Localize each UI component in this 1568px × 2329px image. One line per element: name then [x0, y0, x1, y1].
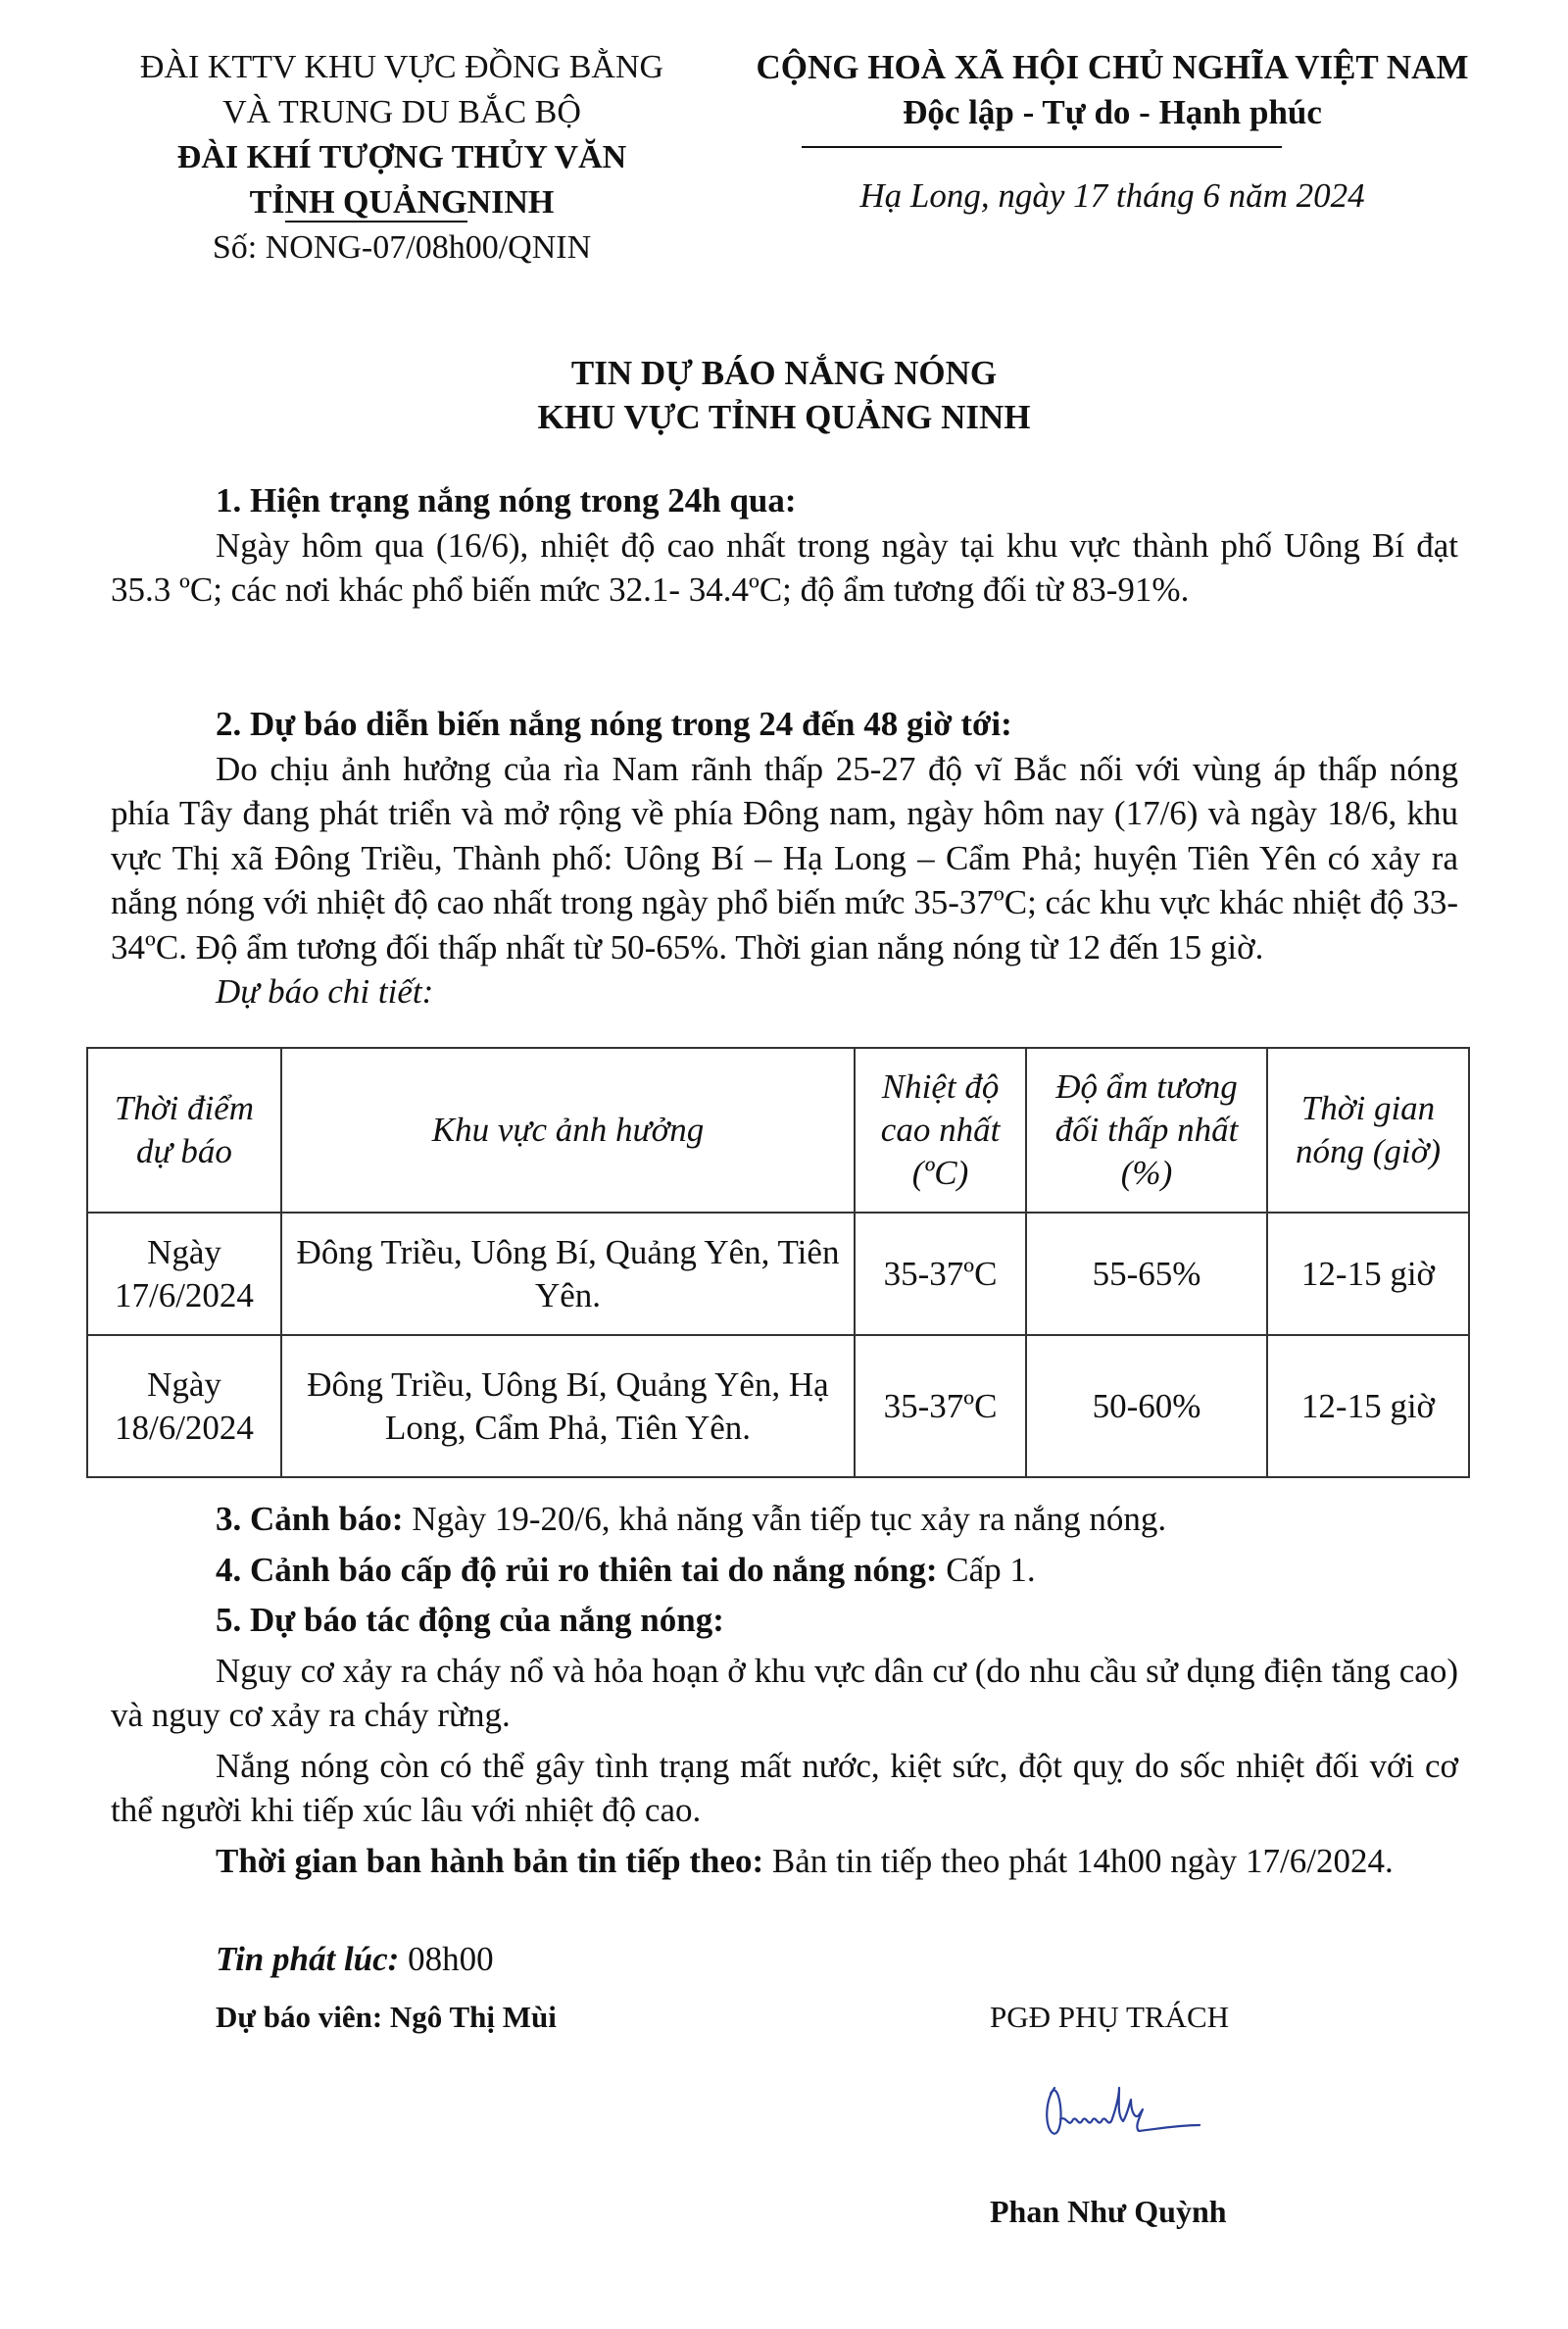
cell-date: [87, 1335, 281, 1477]
table-row: [87, 1335, 1469, 1477]
header-temp: [855, 1048, 1026, 1213]
document-title: [0, 351, 1568, 439]
section-3-text: Ngày 19-20/6, khả năng vẫn tiếp tục xảy ra nắng nóng.: [403, 1500, 1167, 1538]
section-5-para-2: Nắng nóng còn có thể gây tình trạng mất nước, kiệt sức, đột quỵ do sốc nhiệt đối với cơ thể người khi tiếp xúc lâu với nhiệt độ cao.: [111, 1746, 1458, 1829]
cell-date-text: Ngày 18/6/2024: [114, 1364, 254, 1447]
national-header: [710, 45, 1514, 135]
signer-title: PGĐ PHỤ TRÁCH: [990, 2000, 1230, 2034]
issued-label: Tin phát lúc:: [216, 1940, 400, 1978]
forecaster: Dự báo viên: Ngô Thị Mùi: [216, 2000, 557, 2034]
cell-humidity: 55-65%: [1026, 1213, 1267, 1335]
section-2-text: Do chịu ảnh hưởng của rìa Nam rãnh thấp 25-27 độ vĩ Bắc nối với vùng áp thấp nóng phía Tây đang phát triển và mở rộng về phía Đông nam, ngày hôm nay (17/6) và ngày 18/6, khu vực Thị xã Đông Triều, Thành phố: Uông Bí – Hạ Long – Cẩm Phả; huyện Tiên Yên có xảy ra nắng nóng với nhiệt độ cao nhất trong ngày phổ biến mức 35-37ºC; các khu vực khác nhiệt độ 33-34ºC. Độ ẩm tương đối thấp nhất từ 50-65%. Thời gian nắng nóng từ 12 đến 15 giờ.: [111, 749, 1458, 966]
section-4-label: 4. Cảnh báo cấp độ rủi ro thiên tai do nắng nóng:: [216, 1550, 938, 1589]
section-1-text: Ngày hôm qua (16/6), nhiệt độ cao nhất trong ngày tại khu vực thành phố Uông Bí đạt 35.3 ºC; các nơi khác phổ biến mức 32.1- 34.4ºC; độ ẩm tương đối từ 83-91%.: [111, 525, 1458, 609]
cell-date-text: Ngày 17/6/2024: [114, 1232, 254, 1314]
cell-humidity: 50-60%: [1026, 1335, 1267, 1477]
detail-forecast-label: Dự báo chi tiết:: [216, 972, 434, 1011]
nation-name: CỘNG HOÀ XÃ HỘI CHỦ NGHĨA VIỆT NAM: [756, 48, 1469, 86]
handwritten-signature: [1041, 2076, 1217, 2145]
issued-value: 08h00: [399, 1940, 494, 1978]
cell-temp: 35-37ºC: [855, 1213, 1026, 1335]
place-date: Hạ Long, ngày 17 tháng 6 năm 2024: [859, 176, 1365, 215]
header-humidity-label: Độ ẩm tương đối thấp nhất (%): [1054, 1067, 1239, 1192]
cell-date: [87, 1213, 281, 1335]
office-line-2: [88, 180, 715, 225]
section-5-heading: 5. Dự báo tác động của nắng nóng:: [216, 1601, 724, 1639]
next-issue-text: Bản tin tiếp theo phát 14h00 ngày 17/6/2024.: [763, 1841, 1394, 1880]
cell-area: Đông Triều, Uông Bí, Quảng Yên, Hạ Long, Cẩm Phả, Tiên Yên.: [281, 1335, 855, 1477]
motto-underline: [802, 146, 1282, 148]
sections-3-5: [111, 1497, 1458, 1883]
section-4-text: Cấp 1.: [937, 1550, 1036, 1589]
issued-time: [216, 1938, 494, 1981]
national-motto: Độc lập - Tự do - Hạnh phúc: [903, 93, 1322, 131]
section-3-label: 3. Cảnh báo:: [216, 1500, 404, 1538]
section-2-heading: 2. Dự báo diễn biến nắng nóng trong 24 đến 48 giờ tới:: [216, 705, 1012, 743]
header-time: [87, 1048, 281, 1213]
header-humidity: [1026, 1048, 1267, 1213]
agency-header: [88, 45, 715, 271]
section-5-para-1: Nguy cơ xảy ra cháy nổ và hỏa hoạn ở khu vực dân cư (do nhu cầu sử dụng điện tăng cao) và nguy cơ xảy ra cháy rừng.: [111, 1651, 1458, 1734]
cell-duration: 12-15 giờ: [1267, 1213, 1469, 1335]
next-issue-label: Thời gian ban hành bản tin tiếp theo:: [216, 1841, 764, 1880]
agency-line-2: VÀ TRUNG DU BẮC BỘ: [222, 94, 581, 130]
title-line-2: KHU VỰC TỈNH QUẢNG NINH: [537, 398, 1031, 436]
table-row: [87, 1213, 1469, 1335]
office-line-2-post: NINH: [466, 184, 555, 221]
section-3: [111, 1497, 1458, 1542]
header-duration: [1267, 1048, 1469, 1213]
agency-line-1: ĐÀI KTTV KHU VỰC ĐỒNG BẰNG: [139, 49, 664, 85]
forecast-table: [86, 1047, 1470, 1478]
section-4: [111, 1548, 1458, 1593]
section-1-heading: 1. Hiện trạng nắng nóng trong 24h qua:: [216, 481, 797, 520]
header-area: Khu vực ảnh hưởng: [281, 1048, 855, 1213]
cell-area: Đông Triều, Uông Bí, Quảng Yên, Tiên Yên.: [281, 1213, 855, 1335]
office-line-2-underlined: NH QUẢNG: [284, 184, 467, 221]
office-line-2-pre: TỈ: [249, 184, 285, 221]
section-2: [111, 702, 1458, 1015]
header-duration-label: Thời gian nóng (giờ): [1296, 1089, 1441, 1170]
header-temp-label: Nhiệt độ cao nhất (ºC): [880, 1067, 1001, 1192]
next-issue: [111, 1839, 1458, 1884]
header-time-label: Thời điểm dự báo: [114, 1089, 255, 1170]
office-line-1: ĐÀI KHÍ TƯỢNG THỦY VĂN: [176, 139, 627, 175]
signer-name: Phan Như Quỳnh: [990, 2194, 1227, 2229]
title-line-1: TIN DỰ BÁO NẮNG NÓNG: [570, 354, 998, 392]
table-header-row: [87, 1048, 1469, 1213]
cell-temp: 35-37ºC: [855, 1335, 1026, 1477]
document-number: Số: NONG-07/08h00/QNIN: [212, 229, 592, 266]
section-1: [111, 478, 1458, 613]
cell-duration: 12-15 giờ: [1267, 1335, 1469, 1477]
